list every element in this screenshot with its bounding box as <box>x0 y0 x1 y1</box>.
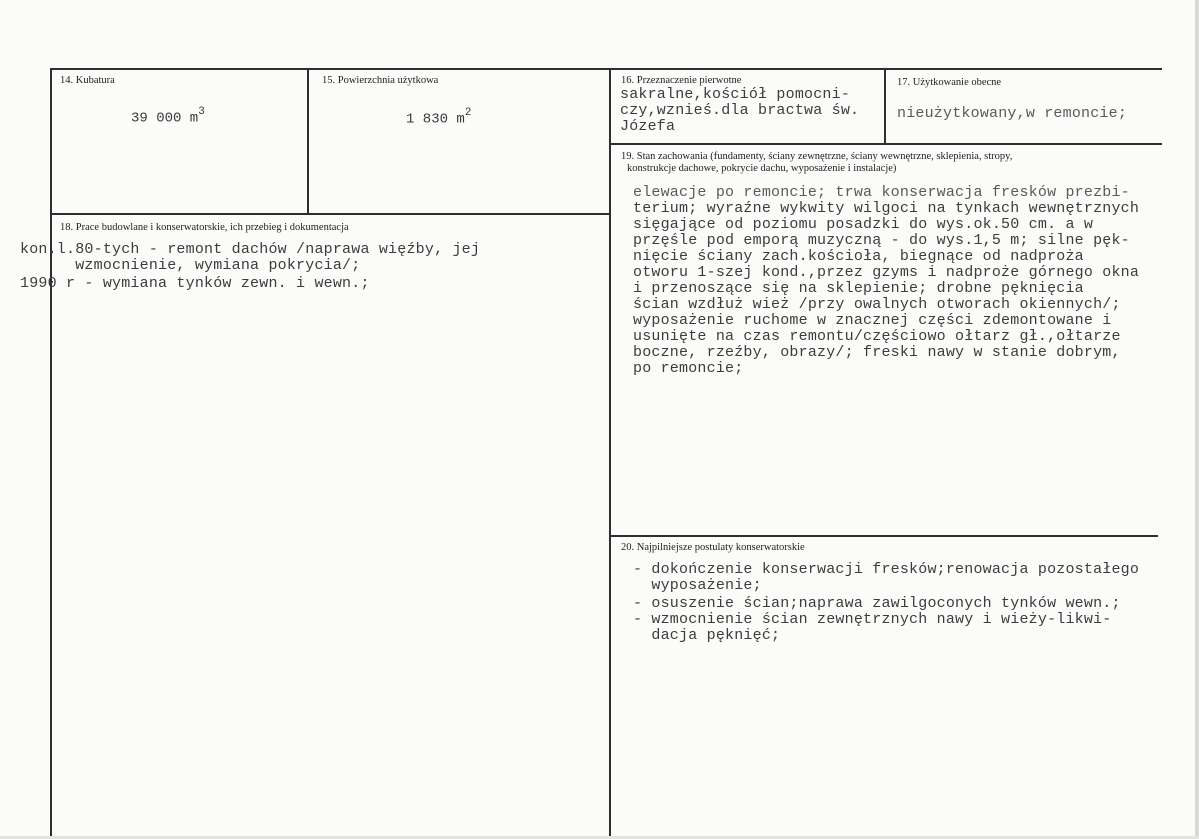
field19-line-6: otworu 1-szej kond.,przez gzyms i nadproże górnego okna <box>633 264 1140 281</box>
field15-number: 1 830 m <box>406 111 465 128</box>
field16-label: 16. Przeznaczenie pierwotne <box>621 75 742 86</box>
field15-value <box>406 109 471 128</box>
field19-line-10: usunięte na czas remontu/częściowo ołtarz gł.,ołtarze <box>633 328 1121 345</box>
field19-line-9: wyposażenie ruchome w znacznej części zdemontowane i <box>633 312 1112 329</box>
center-rule <box>609 68 611 839</box>
field16-line-2: czy,wznieś.dla bractwa św. <box>620 102 860 119</box>
field19-line-1: elewacje po remoncie; trwa konserwacja fresków prezbi- <box>633 184 1130 201</box>
field19-line-12: po remoncie; <box>633 360 744 377</box>
rule-under-19 <box>609 535 1158 537</box>
field19-line-5: nięcie ściany zach.kościoła, biegnące od nadproża <box>633 248 1084 265</box>
field20-line-2: wyposażenie; <box>633 577 762 594</box>
scan-edge-right <box>1195 0 1199 839</box>
field14-label: 14. Kubatura <box>60 75 115 86</box>
field14-unit-exponent: 3 <box>198 106 205 118</box>
field16-line-1: sakralne,kościół pomocni- <box>620 86 851 103</box>
field19-line-11: boczne, rzeźby, obrazy/; freski nawy w stanie dobrym, <box>633 344 1121 361</box>
field15-label: 15. Powierzchnia użytkowa <box>322 75 439 86</box>
field20-line-3: - osuszenie ścian;naprawa zawilgoconych tynków wewn.; <box>633 595 1121 612</box>
field19-label-line-1: 19. Stan zachowania (fundamenty, ściany zewnętrzne, ściany wewnętrzne, sklepienia, stropy, <box>621 151 1013 162</box>
field19-line-7: i przenoszące się na sklepienie; drobne pęknięcia <box>633 280 1084 297</box>
field20-label: 20. Najpilniejsze postulaty konserwatorskie <box>621 542 805 553</box>
left-rule <box>50 68 52 839</box>
field19-line-4: przęśle pod emporą muzyczną - do wys.1,5 m; silne pęk- <box>633 232 1130 249</box>
rule-under-16-17 <box>609 143 1162 145</box>
field15-unit-exponent: 2 <box>464 107 472 119</box>
field18-label: 18. Prace budowlane i konserwatorskie, ich przebieg i dokumentacja <box>60 222 349 233</box>
field19-line-2: terium; wyraźne wykwity wilgoci na tynkach wewnętrznych <box>633 200 1140 217</box>
field19-label-line-2: konstrukcje dachowe, pokrycie dachu, wyposażenie i instalacje) <box>627 163 897 174</box>
field19-line-8: ścian wzdłuż wież /przy owalnych otworach okiennych/; <box>633 296 1121 313</box>
field20-line-5: dacja pęknięć; <box>633 627 781 644</box>
divider-16-17 <box>884 68 886 144</box>
field18-line-1: kon.l.80-tych - remont dachów /naprawa więźby, jej <box>20 241 481 258</box>
field18-line-2: wzmocnienie, wymiana pokrycia/; <box>20 257 361 274</box>
field20-line-4: - wzmocnienie ścian zewnętrznych nawy i wieży-likwi- <box>633 611 1112 628</box>
field14-number: 39 000 m <box>131 110 199 127</box>
field17-label: 17. Użytkowanie obecne <box>897 77 1002 88</box>
field18-line-3: 1990 r - wymiana tynków zewn. i wewn.; <box>20 275 370 292</box>
divider-14-15 <box>307 68 309 214</box>
field14-value <box>131 108 205 127</box>
field20-line-1: - dokończenie konserwacji fresków;renowacja pozostałego <box>633 561 1140 578</box>
top-rule <box>50 68 1162 70</box>
field16-line-3: Józefa <box>620 118 676 135</box>
field19-line-3: sięgające od poziomu posadzki do wys.ok.50 cm. a w <box>633 216 1094 233</box>
field17-value: nieużytkowany,w remoncie; <box>897 105 1128 122</box>
rule-under-14-15 <box>50 213 611 215</box>
